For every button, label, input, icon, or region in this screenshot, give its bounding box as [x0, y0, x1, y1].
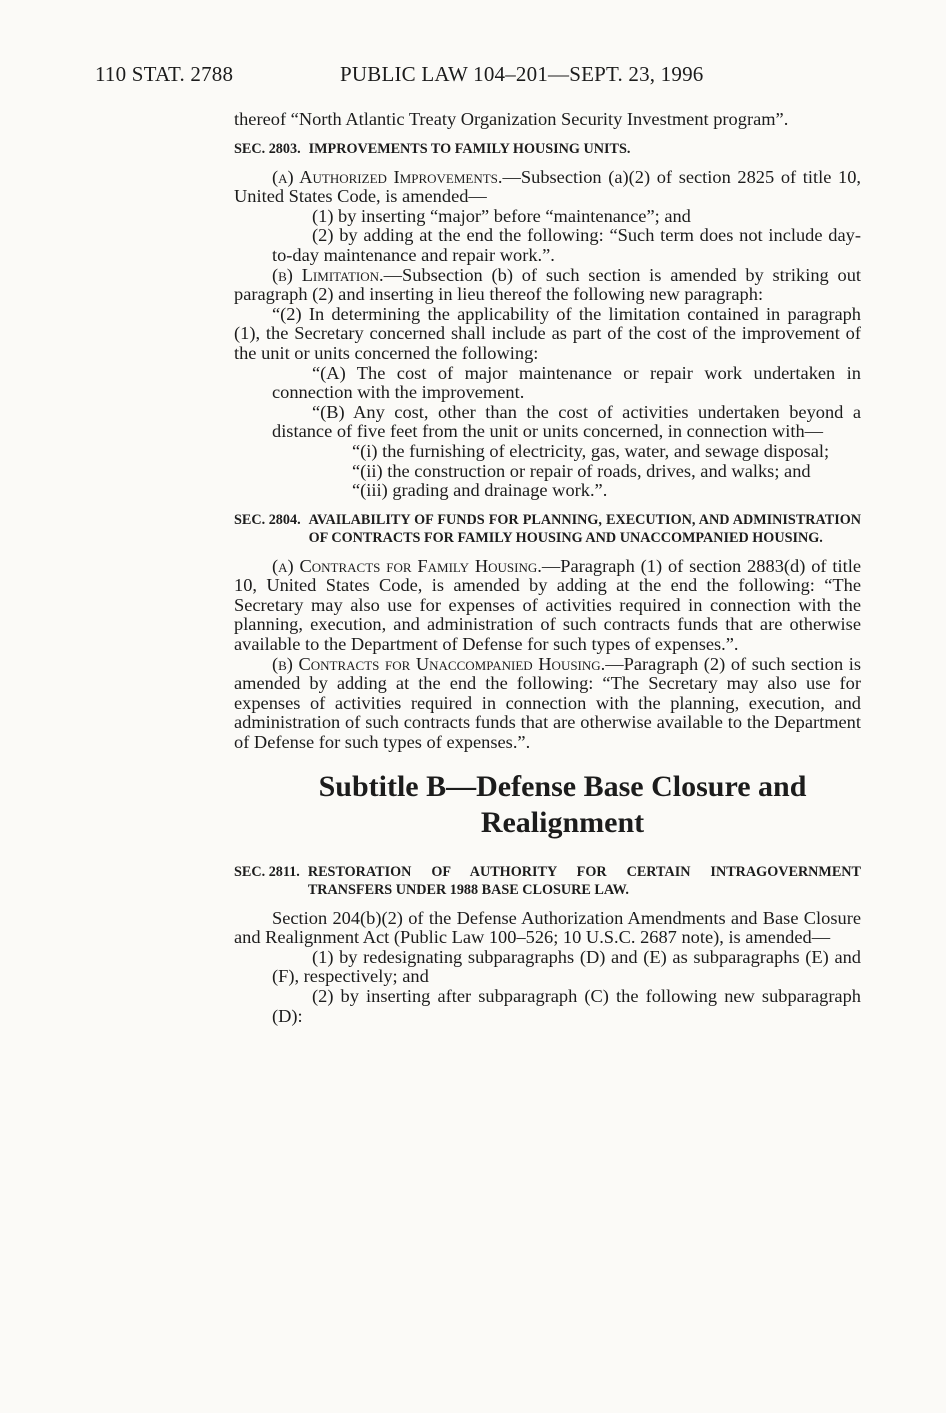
quoted-clause-i: “(i) the furnishing of electricity, gas, water, and sewage disposal; [352, 440, 830, 461]
document-body [234, 110, 861, 1026]
subsection-text: —Subsection (b) of such section is amended by striking out paragraph (2) and inserting in lieu thereof the following new paragraph: [234, 264, 861, 305]
section-title: AVAILABILITY OF FUNDS FOR PLANNING, EXECUTION, AND ADMINISTRATION OF CONTRACTS FOR FAMILY HOUSING AND UNACCOMPANIED HOUSING. [308, 511, 861, 546]
section-heading-2803 [234, 140, 861, 158]
paragraph-2803-a2 [234, 226, 861, 265]
subsection-text: —Subsection (a)(2) of section 2825 of title 10, United States Code, is amended— [234, 166, 861, 207]
paragraph-text: (2) by adding at the end the following: “Such term does not include day-to-day maintenance and repair work.”. [272, 225, 861, 265]
quoted-clause-ii: “(ii) the construction or repair of roads, drives, and walks; and [352, 460, 811, 481]
quoted-subparagraph-a: “(A) The cost of major maintenance or repair work undertaken in connection with the improvement. [272, 362, 861, 403]
paragraph-2811-intro: Section 204(b)(2) of the Defense Authorization Amendments and Base Closure and Realignment Act (Public Law 100–526; 10 U.S.C. 2687 note), is amended— [234, 907, 861, 948]
section-heading-2804 [234, 511, 861, 547]
paragraph-2804-a [234, 557, 861, 655]
subtitle-heading: Subtitle B—Defense Base Closure and Realignment [318, 769, 807, 839]
subsection-heading: (a) Contracts for Family Housing. [272, 555, 542, 576]
section-number: SEC. 2804. [234, 511, 301, 528]
paragraph-2803-b [234, 266, 861, 305]
quoted-paragraph-2: “(2) In determining the applicability of the limitation contained in paragraph (1), the Secretary concerned shall include as part of the cost of the improvement of the unit or units concerned the following: [234, 303, 861, 363]
paragraph-2803-a [234, 168, 861, 207]
quoted-subparagraph-b: “(B) Any cost, other than the cost of activities undertaken beyond a distance of five feet from the unit or units concerned, in connection with— [272, 401, 861, 442]
subsection-heading: (b) Contracts for Unaccompanied Housing. [272, 653, 606, 674]
section-title: IMPROVEMENTS TO FAMILY HOUSING UNITS. [308, 140, 631, 157]
quoted-clause-iii: “(iii) grading and drainage work.”. [352, 480, 608, 501]
subsection-text: —Paragraph (1) of section 2883(d) of title 10, United States Code, is amended by adding at the end the following: “The Secretary may also use for expenses of activities required in connection with the planning, execution, and administration of such contracts funds that are otherwise available to the Department of Defense for such types of expenses.”. [234, 555, 861, 655]
subsection-text: —Paragraph (2) of such section is amended by adding at the end the following: “The Secretary may also use for expenses of activities required in connection with the planning, execution, and administration of such contracts funds that are otherwise available to the Department of Defense for such types of expenses.”. [234, 653, 861, 753]
law-date-header: PUBLIC LAW 104–201—SEPT. 23, 1996 [340, 62, 704, 86]
paragraph-2811-1: (1) by redesignating subparagraphs (D) and (E) as subparagraphs (E) and (F), respectively; and [272, 946, 861, 987]
paragraph-2803-a1: (1) by inserting “major” before “maintenance”; and [312, 205, 691, 226]
stat-page-number: 110 STAT. 2788 [95, 62, 234, 86]
continuation-text: thereof “North Atlantic Treaty Organization Security Investment program”. [234, 109, 789, 129]
section-number: SEC. 2803. [234, 140, 301, 157]
section-heading-2811 [234, 863, 861, 899]
paragraph-2804-b [234, 655, 861, 753]
subsection-heading: (b) Limitation. [272, 264, 384, 285]
section-title: RESTORATION OF AUTHORITY FOR CERTAIN INTRAGOVERNMENT TRANSFERS UNDER 1988 BASE CLOSURE LAW. [307, 863, 861, 898]
section-number: SEC. 2811. [234, 863, 300, 880]
paragraph-2811-2: (2) by inserting after subparagraph (C) the following new subparagraph (D): [272, 986, 861, 1026]
subsection-heading: (a) Authorized Improvements. [272, 166, 503, 187]
